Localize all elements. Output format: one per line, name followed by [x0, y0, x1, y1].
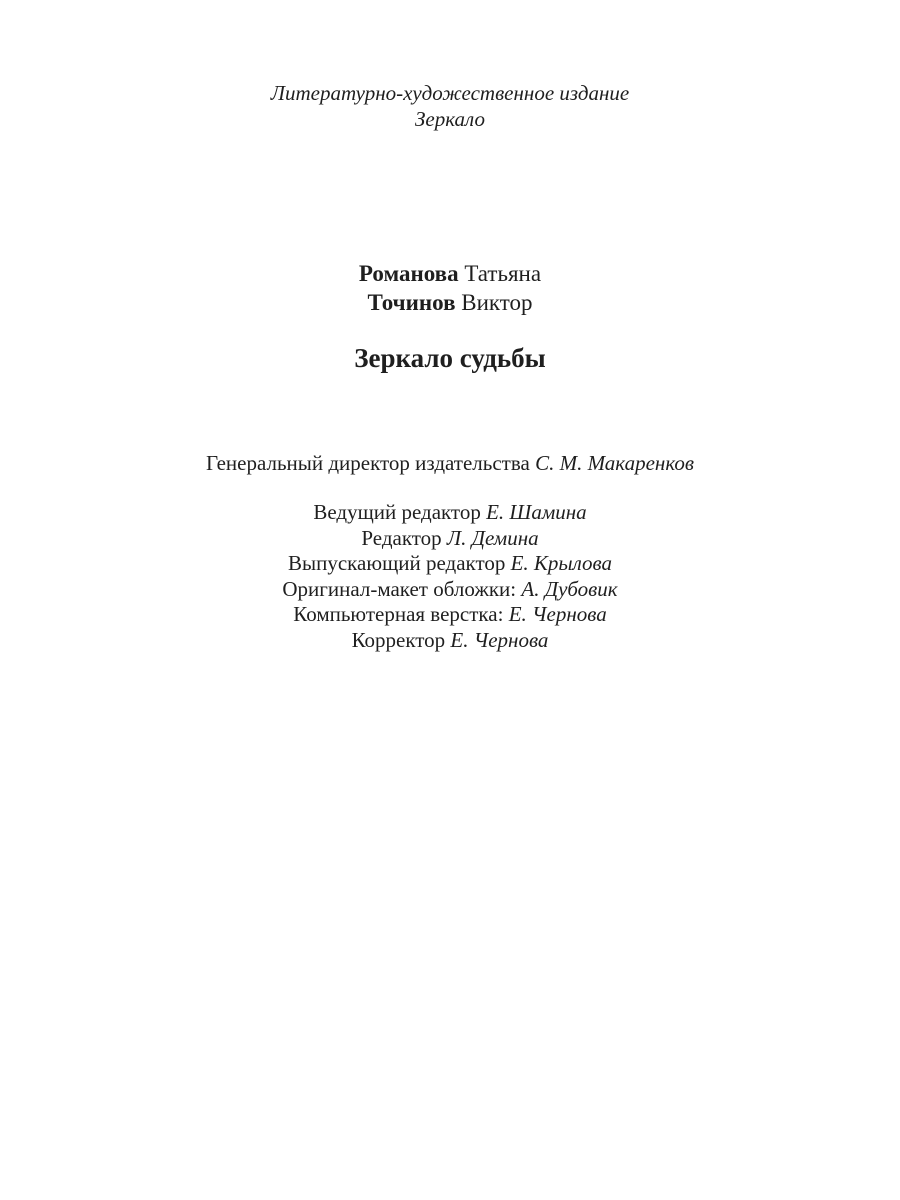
series-header — [0, 80, 900, 132]
series-line-series-name: Зеркало — [415, 107, 485, 131]
credit-name: Е. Чернова — [508, 602, 607, 627]
credit-role: Оригинал-макет обложки: — [282, 576, 517, 601]
authors-block — [0, 259, 900, 317]
director-role: Генеральный директор издательства — [206, 451, 530, 475]
credit-name: Е. Крылова — [510, 551, 612, 576]
author-surname: Точинов — [367, 290, 456, 315]
credit-line — [0, 602, 900, 628]
credit-role: Ведущий редактор — [313, 500, 481, 524]
director-name: С. М. Макаренков — [535, 451, 694, 475]
author-given-name: Татьяна — [464, 261, 542, 286]
credit-role: Компьютерная верстка: — [293, 602, 504, 627]
book-title: Зеркало судьбы — [354, 343, 546, 373]
credit-line — [0, 526, 900, 552]
credit-line — [0, 500, 900, 526]
author-line — [0, 288, 900, 317]
author-surname: Романова — [358, 261, 459, 286]
credit-line — [0, 577, 900, 603]
credit-role: Выпускающий редактор — [288, 551, 506, 576]
credit-name: Е. Чернова — [450, 627, 549, 652]
credit-line — [0, 628, 900, 654]
credit-name: Л. Демина — [446, 525, 539, 550]
credit-name: А. Дубовик — [521, 576, 618, 601]
author-given-name: Виктор — [461, 290, 533, 315]
credit-role: Корректор — [351, 627, 446, 652]
series-line-edition-type: Литературно-художественное издание — [270, 81, 630, 105]
credits-list — [0, 500, 900, 654]
author-line — [0, 259, 900, 288]
director-line — [0, 450, 900, 476]
credit-name: Е. Шамина — [486, 500, 587, 524]
credit-role: Редактор — [361, 525, 442, 550]
credit-line — [0, 551, 900, 577]
